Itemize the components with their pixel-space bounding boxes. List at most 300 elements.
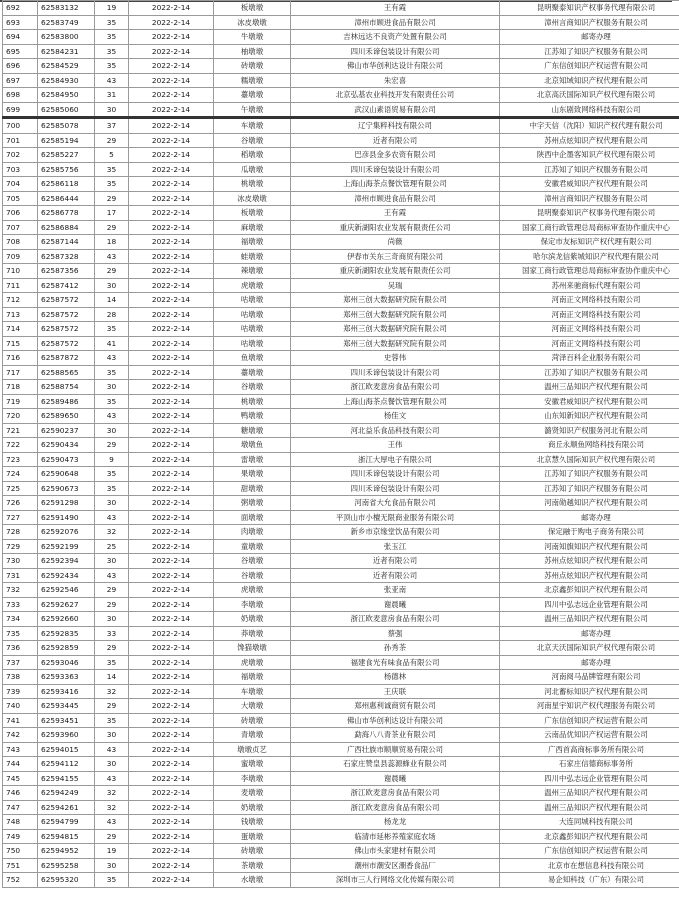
row-number: 736 — [3, 641, 38, 656]
row-number: 710 — [3, 264, 38, 279]
class-number: 35 — [95, 365, 129, 380]
filing-date: 2022-2-14 — [129, 148, 214, 163]
row-number: 708 — [3, 235, 38, 250]
row-number: 697 — [3, 73, 38, 88]
trademark-name: 福墩墩 — [214, 670, 291, 685]
table-row — [3, 496, 679, 511]
class-number: 19 — [95, 1, 129, 16]
agent-name: 河南阅马品牌管理有限公司 — [500, 670, 679, 685]
table-row — [3, 220, 679, 235]
agent-name: 苏州点炫知识产权代理有限公司 — [500, 554, 679, 569]
applicant-name: 郑州三创大数据研究院有限公司 — [291, 307, 500, 322]
trademark-name: 麻墩墩 — [214, 220, 291, 235]
trademark-name: 蜜墩墩 — [214, 757, 291, 772]
applicant-name: 北京弘基农业科技开发有限责任公司 — [291, 88, 500, 103]
trademark-name: 童墩墩 — [214, 539, 291, 554]
registration-number: 62590473 — [38, 452, 95, 467]
registration-number: 62595258 — [38, 858, 95, 873]
trademark-name: 辣墩墩 — [214, 264, 291, 279]
trademark-name: 柚墩墩 — [214, 44, 291, 59]
trademark-name: 李墩墩 — [214, 771, 291, 786]
class-number: 35 — [95, 322, 129, 337]
registration-number: 62592199 — [38, 539, 95, 554]
registration-number: 62594815 — [38, 829, 95, 844]
applicant-name: 王庆联 — [291, 684, 500, 699]
table-row — [3, 481, 679, 496]
row-number: 694 — [3, 30, 38, 45]
row-number: 729 — [3, 539, 38, 554]
trademark-name: 麦墩墩 — [214, 786, 291, 801]
class-number: 30 — [95, 496, 129, 511]
row-number: 745 — [3, 771, 38, 786]
registration-number: 62594112 — [38, 757, 95, 772]
registration-number: 62593416 — [38, 684, 95, 699]
class-number: 35 — [95, 59, 129, 74]
trademark-name: 肉墩墩 — [214, 525, 291, 540]
class-number: 29 — [95, 438, 129, 453]
applicant-name: 浙江欧麦意房食品有限公司 — [291, 786, 500, 801]
filing-date: 2022-2-14 — [129, 409, 214, 424]
registration-number: 62592076 — [38, 525, 95, 540]
agent-name: 山东知新知识产权代理有限公司 — [500, 409, 679, 424]
applicant-name: 孙秀茶 — [291, 641, 500, 656]
registration-number: 62592434 — [38, 568, 95, 583]
agent-name: 河南星宇知识产权代理服务有限公司 — [500, 699, 679, 714]
row-number: 696 — [3, 59, 38, 74]
applicant-name: 石家庄赞皇县蕊源蜂业有限公司 — [291, 757, 500, 772]
registration-number: 62591298 — [38, 496, 95, 511]
filing-date: 2022-2-14 — [129, 786, 214, 801]
agent-name: 邮寄办理 — [500, 655, 679, 670]
row-number: 721 — [3, 423, 38, 438]
registration-number: 62591490 — [38, 510, 95, 525]
filing-date: 2022-2-14 — [129, 394, 214, 409]
document-page — [2, 0, 670, 888]
trademark-name: 薹墩墩 — [214, 365, 291, 380]
applicant-name: 平顶山市小檀无限商业服务有限公司 — [291, 510, 500, 525]
class-number: 29 — [95, 220, 129, 235]
trademark-name: 冰皮墩墩 — [214, 191, 291, 206]
filing-date: 2022-2-14 — [129, 815, 214, 830]
table-row — [3, 264, 679, 279]
table-row — [3, 510, 679, 525]
class-number: 35 — [95, 177, 129, 192]
agent-name: 江苏知了知识产权服务有限公司 — [500, 44, 679, 59]
class-number: 30 — [95, 858, 129, 873]
trademark-name: 鱼墩墩 — [214, 351, 291, 366]
trademark-name: 虎墩墩 — [214, 278, 291, 293]
agent-name: 温州三品知识产权代理有限公司 — [500, 786, 679, 801]
registration-number: 62585227 — [38, 148, 95, 163]
class-number: 35 — [95, 655, 129, 670]
filing-date: 2022-2-14 — [129, 713, 214, 728]
registration-number: 62594249 — [38, 786, 95, 801]
row-number: 748 — [3, 815, 38, 830]
table-row — [3, 59, 679, 74]
table-row — [3, 365, 679, 380]
filing-date: 2022-2-14 — [129, 481, 214, 496]
agent-name: 江苏知了知识产权服务有限公司 — [500, 162, 679, 177]
row-number: 705 — [3, 191, 38, 206]
agent-name: 江苏知了知识产权服务有限公司 — [500, 365, 679, 380]
registration-number: 62583749 — [38, 15, 95, 30]
table-row — [3, 612, 679, 627]
trademark-name: 咕墩墩 — [214, 293, 291, 308]
trademark-name: 桃墩墩 — [214, 177, 291, 192]
class-number: 35 — [95, 15, 129, 30]
class-number: 30 — [95, 380, 129, 395]
filing-date: 2022-2-14 — [129, 191, 214, 206]
filing-date: 2022-2-14 — [129, 771, 214, 786]
class-number: 29 — [95, 191, 129, 206]
trademark-name: 面墩墩 — [214, 510, 291, 525]
row-number: 722 — [3, 438, 38, 453]
trademark-table — [2, 0, 679, 888]
trademark-name: 瓜墩墩 — [214, 162, 291, 177]
row-number: 712 — [3, 293, 38, 308]
agent-name: 温州三品知识产权代理有限公司 — [500, 612, 679, 627]
trademark-name: 馋猫墩墩 — [214, 641, 291, 656]
filing-date: 2022-2-14 — [129, 612, 214, 627]
table-row — [3, 148, 679, 163]
trademark-name: 福墩墩 — [214, 235, 291, 250]
applicant-name: 郑州三创大数据研究院有限公司 — [291, 293, 500, 308]
trademark-name: 板墩墩 — [214, 1, 291, 16]
row-number: 692 — [3, 1, 38, 16]
applicant-name: 吴瑞 — [291, 278, 500, 293]
applicant-name: 朱宏喜 — [291, 73, 500, 88]
agent-name: 北京鑫彭知识产权代理有限公司 — [500, 829, 679, 844]
trademark-name: 车墩墩 — [214, 684, 291, 699]
row-number: 735 — [3, 626, 38, 641]
agent-name: 中字天信（沈阳）知识产权代理有限公司 — [500, 118, 679, 134]
row-number: 719 — [3, 394, 38, 409]
row-number: 744 — [3, 757, 38, 772]
class-number: 35 — [95, 481, 129, 496]
class-number: 14 — [95, 670, 129, 685]
applicant-name: 郑州惠利诚商贸有限公司 — [291, 699, 500, 714]
row-number: 750 — [3, 844, 38, 859]
table-row — [3, 467, 679, 482]
filing-date: 2022-2-14 — [129, 728, 214, 743]
table-row — [3, 655, 679, 670]
registration-number: 62592546 — [38, 583, 95, 598]
applicant-name: 潮州市潮安区潮香食品厂 — [291, 858, 500, 873]
agent-name: 邮寄办理 — [500, 510, 679, 525]
agent-name: 石家庄信德商标事务所 — [500, 757, 679, 772]
table-row — [3, 757, 679, 772]
class-number: 30 — [95, 102, 129, 118]
table-row — [3, 568, 679, 583]
trademark-name: 虎墩墩 — [214, 583, 291, 598]
applicant-name: 谢晨曦 — [291, 771, 500, 786]
filing-date: 2022-2-14 — [129, 423, 214, 438]
row-number: 739 — [3, 684, 38, 699]
applicant-name: 佛山市头家建材有限公司 — [291, 844, 500, 859]
applicant-name: 漳州市顾进食品有限公司 — [291, 15, 500, 30]
applicant-name: 王有霞 — [291, 206, 500, 221]
table-row — [3, 394, 679, 409]
table-row — [3, 380, 679, 395]
filing-date: 2022-2-14 — [129, 133, 214, 148]
trademark-name: 糖墩墩 — [214, 423, 291, 438]
agent-name: 山东剧致网络科技有限公司 — [500, 102, 679, 118]
applicant-name: 新乡市京缘堂饮品有限公司 — [291, 525, 500, 540]
registration-number: 62593363 — [38, 670, 95, 685]
applicant-name: 巴彦县金多农资有限公司 — [291, 148, 500, 163]
applicant-name: 临清市延彬养殖家庭农场 — [291, 829, 500, 844]
registration-number: 62587144 — [38, 235, 95, 250]
registration-number: 62583800 — [38, 30, 95, 45]
table-row — [3, 873, 679, 888]
filing-date: 2022-2-14 — [129, 220, 214, 235]
row-number: 726 — [3, 496, 38, 511]
trademark-name: 砖墩墩 — [214, 713, 291, 728]
applicant-name: 近者有限公司 — [291, 133, 500, 148]
trademark-name: 蛙墩墩 — [214, 249, 291, 264]
agent-name: 国家工商行政管理总局商标审查协作重庆中心 — [500, 220, 679, 235]
filing-date: 2022-2-14 — [129, 88, 214, 103]
filing-date: 2022-2-14 — [129, 206, 214, 221]
row-number: 741 — [3, 713, 38, 728]
filing-date: 2022-2-14 — [129, 742, 214, 757]
table-row — [3, 88, 679, 103]
row-number: 700 — [3, 118, 38, 134]
trademark-name: 雷墩墩 — [214, 452, 291, 467]
row-number: 698 — [3, 88, 38, 103]
trademark-name: 李墩墩 — [214, 597, 291, 612]
table-row — [3, 554, 679, 569]
class-number: 17 — [95, 206, 129, 221]
table-row — [3, 278, 679, 293]
class-number: 43 — [95, 510, 129, 525]
applicant-name: 吉林远达不良资产处置有限公司 — [291, 30, 500, 45]
trademark-name: 青墩墩 — [214, 728, 291, 743]
agent-name: 广东信创知识产权运营有限公司 — [500, 844, 679, 859]
registration-number: 62592394 — [38, 554, 95, 569]
registration-number: 62593046 — [38, 655, 95, 670]
class-number: 14 — [95, 293, 129, 308]
filing-date: 2022-2-14 — [129, 118, 214, 134]
class-number: 19 — [95, 844, 129, 859]
filing-date: 2022-2-14 — [129, 873, 214, 888]
row-number: 709 — [3, 249, 38, 264]
registration-number: 62587356 — [38, 264, 95, 279]
agent-name: 大连同城科技有限公司 — [500, 815, 679, 830]
trademark-name: 咕墩墩 — [214, 322, 291, 337]
filing-date: 2022-2-14 — [129, 858, 214, 873]
agent-name: 潞贤知识产权服务河北有限公司 — [500, 423, 679, 438]
applicant-name: 郑州三创大数据研究院有限公司 — [291, 336, 500, 351]
row-number: 747 — [3, 800, 38, 815]
table-row — [3, 15, 679, 30]
filing-date: 2022-2-14 — [129, 684, 214, 699]
applicant-name: 漳州市顾进食品有限公司 — [291, 191, 500, 206]
trademark-name: 车墩墩 — [214, 118, 291, 134]
class-number: 43 — [95, 73, 129, 88]
row-number: 728 — [3, 525, 38, 540]
filing-date: 2022-2-14 — [129, 496, 214, 511]
registration-number: 62586118 — [38, 177, 95, 192]
class-number: 43 — [95, 771, 129, 786]
applicant-name: 河北益乐食品科技有限公司 — [291, 423, 500, 438]
agent-name: 温州三品知识产权代理有限公司 — [500, 800, 679, 815]
row-number: 715 — [3, 336, 38, 351]
table-row — [3, 815, 679, 830]
applicant-name: 杨德林 — [291, 670, 500, 685]
agent-name: 国家工商行政管理总局商标审查协作重庆中心 — [500, 264, 679, 279]
row-number: 740 — [3, 699, 38, 714]
row-number: 704 — [3, 177, 38, 192]
agent-name: 河南知旗知识产权代理有限公司 — [500, 539, 679, 554]
registration-number: 62584529 — [38, 59, 95, 74]
filing-date: 2022-2-14 — [129, 554, 214, 569]
trademark-name: 钱墩墩 — [214, 815, 291, 830]
filing-date: 2022-2-14 — [129, 322, 214, 337]
table-row — [3, 206, 679, 221]
applicant-name: 武汉山素语贸易有限公司 — [291, 102, 500, 118]
agent-name: 昆明聚泰知识产权事务代理有限公司 — [500, 1, 679, 16]
applicant-name: 王有霞 — [291, 1, 500, 16]
applicant-name: 杨龙龙 — [291, 815, 500, 830]
row-number: 716 — [3, 351, 38, 366]
row-number: 706 — [3, 206, 38, 221]
table-row — [3, 728, 679, 743]
agent-name: 北京市在想信息科技有限公司 — [500, 858, 679, 873]
trademark-name: 咕墩墩 — [214, 336, 291, 351]
filing-date: 2022-2-14 — [129, 438, 214, 453]
trademark-name: 谷墩墩 — [214, 554, 291, 569]
class-number: 32 — [95, 800, 129, 815]
filing-date: 2022-2-14 — [129, 380, 214, 395]
agent-name: 河北蓄标知识产权代理有限公司 — [500, 684, 679, 699]
applicant-name: 勐海八八青茶业有限公司 — [291, 728, 500, 743]
row-number: 724 — [3, 467, 38, 482]
filing-date: 2022-2-14 — [129, 452, 214, 467]
registration-number: 62588754 — [38, 380, 95, 395]
filing-date: 2022-2-14 — [129, 44, 214, 59]
class-number: 28 — [95, 307, 129, 322]
filing-date: 2022-2-14 — [129, 510, 214, 525]
filing-date: 2022-2-14 — [129, 757, 214, 772]
filing-date: 2022-2-14 — [129, 351, 214, 366]
agent-name: 河南勋越知识产权代理有限公司 — [500, 496, 679, 511]
table-row — [3, 351, 679, 366]
class-number: 29 — [95, 264, 129, 279]
applicant-name: 史蓉伟 — [291, 351, 500, 366]
table-row — [3, 829, 679, 844]
filing-date: 2022-2-14 — [129, 264, 214, 279]
table-row — [3, 597, 679, 612]
trademark-name: 墩墩贞艺 — [214, 742, 291, 757]
registration-number: 62592660 — [38, 612, 95, 627]
filing-date: 2022-2-14 — [129, 525, 214, 540]
row-number: 711 — [3, 278, 38, 293]
agent-name: 陕西中企墨客知识产权代理有限公司 — [500, 148, 679, 163]
row-number: 731 — [3, 568, 38, 583]
table-row — [3, 30, 679, 45]
row-number: 727 — [3, 510, 38, 525]
row-number: 695 — [3, 44, 38, 59]
trademark-name: 糯墩墩 — [214, 73, 291, 88]
class-number: 43 — [95, 409, 129, 424]
applicant-name: 王伟 — [291, 438, 500, 453]
row-number: 713 — [3, 307, 38, 322]
agent-name: 商丘永顺鱼网络科技有限公司 — [500, 438, 679, 453]
table-row — [3, 336, 679, 351]
applicant-name: 重庆新湖阳农业发展有限责任公司 — [291, 220, 500, 235]
registration-number: 62589650 — [38, 409, 95, 424]
agent-name: 漳州言商知识产权服务有限公司 — [500, 191, 679, 206]
filing-date: 2022-2-14 — [129, 73, 214, 88]
agent-name: 河南正文网络科技有限公司 — [500, 307, 679, 322]
trademark-name: 鸭墩墩 — [214, 409, 291, 424]
class-number: 9 — [95, 452, 129, 467]
applicant-name: 四川禾谛包装设计有限公司 — [291, 365, 500, 380]
trademark-name: 粥墩墩 — [214, 496, 291, 511]
registration-number: 62590673 — [38, 481, 95, 496]
row-number: 743 — [3, 742, 38, 757]
row-number: 714 — [3, 322, 38, 337]
registration-number: 62587572 — [38, 336, 95, 351]
class-number: 29 — [95, 829, 129, 844]
applicant-name: 浙江欧麦意房食品有限公司 — [291, 380, 500, 395]
filing-date: 2022-2-14 — [129, 162, 214, 177]
table-row — [3, 858, 679, 873]
class-number: 35 — [95, 162, 129, 177]
filing-date: 2022-2-14 — [129, 539, 214, 554]
class-number: 30 — [95, 728, 129, 743]
registration-number: 62592859 — [38, 641, 95, 656]
class-number: 43 — [95, 568, 129, 583]
class-number: 32 — [95, 786, 129, 801]
registration-number: 62585756 — [38, 162, 95, 177]
class-number: 29 — [95, 583, 129, 598]
registration-number: 62594952 — [38, 844, 95, 859]
table-row — [3, 177, 679, 192]
registration-number: 62584231 — [38, 44, 95, 59]
trademark-name: 茶墩墩 — [214, 858, 291, 873]
registration-number: 62587412 — [38, 278, 95, 293]
applicant-name: 浙江欧麦意房食品有限公司 — [291, 612, 500, 627]
table-row — [3, 322, 679, 337]
filing-date: 2022-2-14 — [129, 467, 214, 482]
applicant-name: 广西壮族市顺顺贸易有限公司 — [291, 742, 500, 757]
applicant-name: 佛山市华创利达设计有限公司 — [291, 59, 500, 74]
registration-number: 62589486 — [38, 394, 95, 409]
applicant-name: 张玉江 — [291, 539, 500, 554]
registration-number: 62587572 — [38, 307, 95, 322]
trademark-name: 砖墩墩 — [214, 59, 291, 74]
agent-name: 江苏知了知识产权服务有限公司 — [500, 467, 679, 482]
table-row — [3, 118, 679, 134]
row-number: 751 — [3, 858, 38, 873]
registration-number: 62594799 — [38, 815, 95, 830]
agent-name: 北京天沃国际知识产权代理有限公司 — [500, 641, 679, 656]
registration-number: 62585078 — [38, 118, 95, 134]
class-number: 32 — [95, 684, 129, 699]
row-number: 717 — [3, 365, 38, 380]
filing-date: 2022-2-14 — [129, 336, 214, 351]
agent-name: 四川中弘志远企业管理有限公司 — [500, 597, 679, 612]
applicant-name: 伊春市关东三奇商贸有限公司 — [291, 249, 500, 264]
registration-number: 62592627 — [38, 597, 95, 612]
trademark-name: 蛋墩墩 — [214, 829, 291, 844]
trademark-name: 稻墩墩 — [214, 148, 291, 163]
table-row — [3, 641, 679, 656]
class-number: 33 — [95, 626, 129, 641]
agent-name: 广东信创知识产权运营有限公司 — [500, 713, 679, 728]
